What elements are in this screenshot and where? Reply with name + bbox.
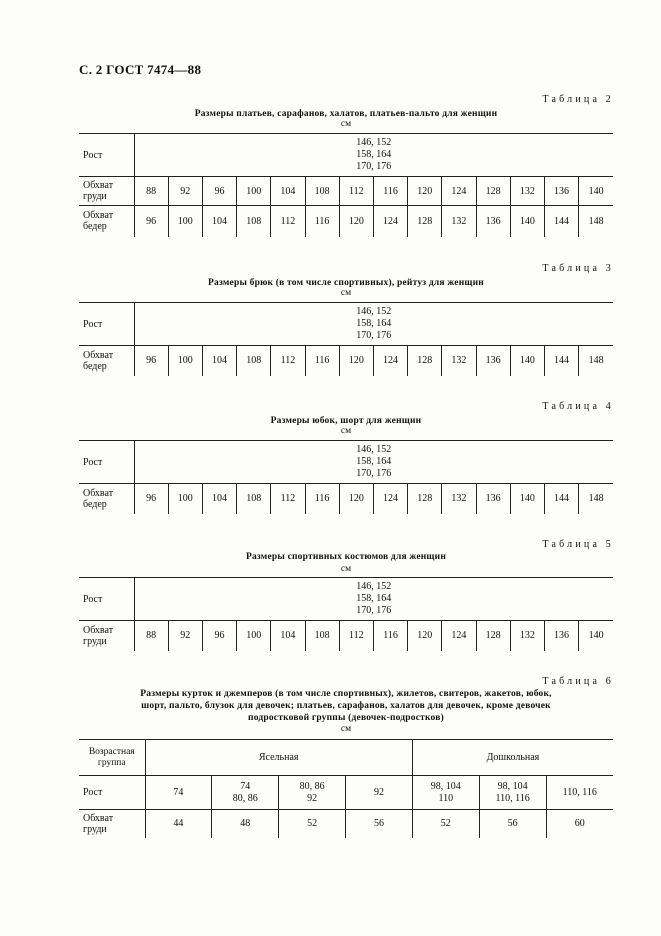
table4-unit: см [340,426,352,436]
table6-height-cell: 98, 104 110 [412,776,479,810]
table2-hips-cell: 148 [579,206,613,237]
table5-chest-cell: 132 [510,621,544,651]
table6-chest-row [79,810,613,838]
table4-height-2: 158, 164 [356,456,392,467]
table3-hips-cell: 132 [442,346,476,376]
table2-height-label: Рост [79,134,134,177]
table5-chest-cell: 116 [373,621,407,651]
table4-hips-cell: 124 [373,484,407,514]
table2-chest-row [79,177,613,206]
table2-chest-cell: 128 [476,177,510,206]
table3-height-2: 158, 164 [356,318,392,329]
table6-height-cell: 110, 116 [546,776,613,810]
table6-chest-cell: 52 [279,810,346,838]
table5-height-3: 170, 176 [356,605,392,616]
table3-hips-cell: 128 [408,346,442,376]
table5-chest-cell: 140 [579,621,613,651]
table3-height-3: 170, 176 [356,330,392,341]
table2-heights-cell [134,134,613,177]
table4-title: Размеры юбок, шорт для женщин [270,416,422,426]
table2-chest-cell: 96 [202,177,236,206]
table2 [79,133,613,237]
table6-number: Таблица 6 [542,676,614,687]
table5-chest-cell: 96 [202,621,236,651]
table4-hips-cell: 96 [134,484,168,514]
table4 [79,440,613,514]
table2-hips-cell: 136 [476,206,510,237]
table6-height-cell: 74 80, 86 [212,776,279,810]
table5-chest-cell: 92 [168,621,202,651]
table2-hips-cell: 128 [408,206,442,237]
table4-hips-cell: 100 [168,484,202,514]
table2-chest-cell: 120 [408,177,442,206]
table3-hips-cell: 96 [134,346,168,376]
table5-height-label: Рост [79,578,134,621]
table3-unit: см [340,288,352,298]
table5-number: Таблица 5 [542,539,614,550]
table2-hips-label: Обхват бедер [79,206,134,237]
table3-hips-cell: 108 [237,346,271,376]
table2-chest-cell: 108 [305,177,339,206]
table5-chest-cell: 124 [442,621,476,651]
table5-chest-cell: 112 [339,621,373,651]
table4-height-row [79,441,613,484]
table3-hips-cell: 104 [202,346,236,376]
table2-hips-cell: 124 [373,206,407,237]
table2-height-2: 158, 164 [356,149,392,160]
table4-hips-cell: 144 [544,484,578,514]
table6-chest-cell: 56 [346,810,413,838]
table2-hips-cell: 132 [442,206,476,237]
table2-chest-cell: 104 [271,177,305,206]
table6-height-cell: 98, 104 110, 116 [479,776,546,810]
table2-hips-cell: 108 [237,206,271,237]
table6-chest-cell: 52 [412,810,479,838]
table2-hips-cell: 96 [134,206,168,237]
table4-hips-label: Обхват бедер [79,484,134,514]
table2-chest-cell: 140 [579,177,613,206]
table2-height-row [79,134,613,177]
table4-hips-cell: 148 [579,484,613,514]
table5-chest-cell: 104 [271,621,305,651]
table2-hips-cell: 116 [305,206,339,237]
table6-height-cell: 80, 86 92 [279,776,346,810]
table6-chest-cell: 56 [479,810,546,838]
table2-chest-cell: 112 [339,177,373,206]
table3-hips-cell: 144 [544,346,578,376]
table2-hips-row [79,206,613,237]
table3-hips-label: Обхват бедер [79,346,134,376]
table5-chest-cell: 128 [476,621,510,651]
table2-chest-cell: 88 [134,177,168,206]
table3-hips-cell: 100 [168,346,202,376]
table2-chest-cell: 100 [237,177,271,206]
table2-hips-cell: 144 [544,206,578,237]
table5-chest-cell: 108 [305,621,339,651]
table6-group-nursery: Ясельная [145,740,412,776]
table3-hips-cell: 116 [305,346,339,376]
table3-title: Размеры брюк (в том числе спортивных), рейтуз для женщин [208,278,484,288]
table5-heights-cell [134,578,613,621]
table4-hips-cell: 140 [510,484,544,514]
table2-hips-cell: 112 [271,206,305,237]
table5-height-1: 146, 152 [356,581,392,592]
table6-height-row [79,776,613,810]
table4-height-3: 170, 176 [356,468,392,479]
table3-hips-cell: 136 [476,346,510,376]
table3 [79,302,613,376]
table3-hips-cell: 120 [339,346,373,376]
table4-hips-cell: 120 [339,484,373,514]
table3-hips-cell: 148 [579,346,613,376]
table6-height-cell: 74 [145,776,212,810]
table5 [79,577,613,651]
table4-heights-cell [134,441,613,484]
table5-chest-cell: 120 [408,621,442,651]
table6-title-line-1: Размеры курток и джемперов (в том числе спортивных), жилетов, свитеров, жакетов, юбок, [140,689,552,699]
table5-chest-cell: 100 [237,621,271,651]
table3-hips-cell: 140 [510,346,544,376]
table4-hips-row [79,484,613,514]
table6-age-label: Возрастная группа [79,740,145,776]
table6-unit: см [340,724,352,734]
table2-hips-cell: 100 [168,206,202,237]
table6-chest-cell: 60 [546,810,613,838]
table4-hips-cell: 132 [442,484,476,514]
table5-height-row [79,578,613,621]
table6-title-line-2: шорт, пальто, блузок для девочек; платьев, сарафанов, халатов для девочек, кроме девочек [141,701,551,711]
table3-number: Таблица 3 [542,263,614,274]
table6-title [79,688,613,724]
table2-hips-cell: 120 [339,206,373,237]
table5-chest-cell: 136 [544,621,578,651]
table2-chest-label: Обхват груди [79,177,134,206]
table4-hips-cell: 108 [237,484,271,514]
table3-hips-row [79,346,613,376]
table2-chest-cell: 132 [510,177,544,206]
table6-group-preschool: Дошкольная [412,740,613,776]
table2-title: Размеры платьев, сарафанов, халатов, платьев-пальто для женщин [194,109,498,119]
table3-hips-cell: 112 [271,346,305,376]
table2-unit: см [340,119,352,129]
table6-height-label: Рост [79,776,145,810]
table2-chest-cell: 136 [544,177,578,206]
table5-chest-cell: 88 [134,621,168,651]
table5-title: Размеры спортивных костюмов для женщин [245,552,447,562]
table5-height-2: 158, 164 [356,593,392,604]
table2-chest-cell: 116 [373,177,407,206]
table2-chest-cell: 92 [168,177,202,206]
table6-age-row [79,740,613,776]
table6-chest-cell: 48 [212,810,279,838]
table2-number: Таблица 2 [542,94,614,105]
table3-height-row [79,303,613,346]
table4-hips-cell: 136 [476,484,510,514]
table3-height-1: 146, 152 [356,306,392,317]
table2-height-1: 146, 152 [356,137,392,148]
page-header: С. 2 ГОСТ 7474—88 [79,62,202,77]
table3-hips-cell: 124 [373,346,407,376]
table2-hips-cell: 104 [202,206,236,237]
table4-height-1: 146, 152 [356,444,392,455]
table4-hips-cell: 104 [202,484,236,514]
table5-unit: см [340,564,352,574]
table6-height-cell: 92 [346,776,413,810]
table3-heights-cell [134,303,613,346]
table4-hips-cell: 112 [271,484,305,514]
table6-chest-cell: 44 [145,810,212,838]
table4-hips-cell: 128 [408,484,442,514]
table4-hips-cell: 116 [305,484,339,514]
table5-chest-row [79,621,613,651]
table6-title-line-3: подростковой группы (девочек-подростков) [248,713,444,723]
table2-chest-cell: 124 [442,177,476,206]
table6-chest-label: Обхват груди [79,810,145,838]
table5-chest-label: Обхват груди [79,621,134,651]
table4-number: Таблица 4 [542,401,614,412]
table2-height-3: 170, 176 [356,161,392,172]
table2-hips-cell: 140 [510,206,544,237]
table3-height-label: Рост [79,303,134,346]
table4-height-label: Рост [79,441,134,484]
table6 [79,739,613,838]
